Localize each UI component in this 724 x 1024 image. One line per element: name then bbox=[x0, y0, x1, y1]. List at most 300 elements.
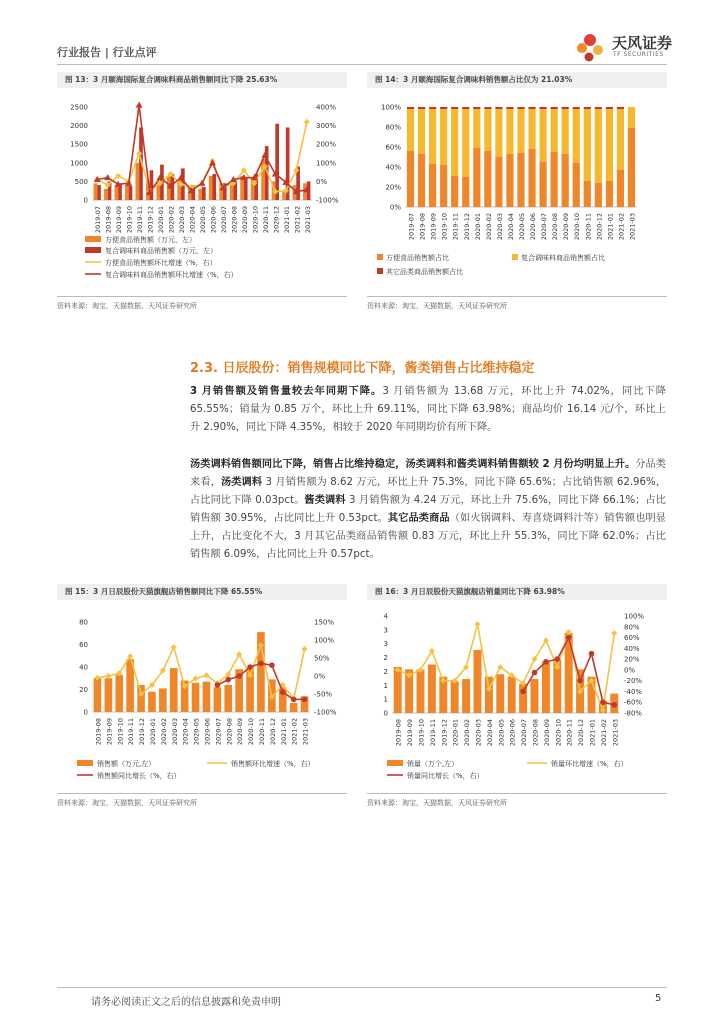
bar bbox=[202, 187, 206, 200]
legend-swatch bbox=[387, 760, 403, 766]
y-right-tick-label: 50% bbox=[314, 654, 330, 663]
y-left-tick-label: 2 bbox=[383, 654, 388, 663]
paragraph-2-text-d: （如火锅调料、寿喜烧调料汁等）销售额也明显上升，占比变化不大，3 月其它品类商品销售额 0.83 万元，环比上升 55.3%，同比下降 62.0%；占比销售额 6.09%，占比同比上升 0.57pct。 bbox=[190, 513, 666, 560]
x-tick-label: 2020-03 bbox=[474, 719, 483, 747]
x-tick-label: 2020-05 bbox=[497, 719, 506, 747]
legend-label: 销量同比增长（%，右） bbox=[407, 772, 484, 780]
legend-swatch bbox=[377, 268, 383, 274]
bar-segment bbox=[584, 181, 591, 207]
bar bbox=[417, 669, 425, 713]
bar-segment bbox=[462, 109, 469, 177]
report-type: 行业报告 | 行业点评 bbox=[57, 46, 157, 59]
bar-segment bbox=[540, 107, 547, 109]
y-left-tick-label: 2500 bbox=[70, 103, 88, 112]
x-tick-label: 2020-12 bbox=[577, 719, 586, 747]
bar-segment bbox=[606, 109, 613, 181]
x-tick-label: 2021-03 bbox=[303, 206, 312, 234]
paragraph-1 bbox=[190, 383, 666, 437]
x-tick-label: 2021-01 bbox=[606, 213, 615, 241]
paragraph-2-other: 其它品类商品 bbox=[387, 513, 450, 524]
legend-label: 销售额同比增长（%，右） bbox=[97, 772, 181, 780]
figure-16-source: 资料来源：淘宝，天猫数据，天风证券研究所 bbox=[367, 799, 507, 807]
x-tick-label: 2020-06 bbox=[203, 718, 212, 746]
bar bbox=[462, 679, 470, 713]
bar-segment bbox=[628, 128, 635, 207]
bar-segment bbox=[540, 109, 547, 162]
line-point bbox=[543, 659, 549, 665]
bar-segment bbox=[407, 109, 414, 151]
bar bbox=[137, 685, 145, 712]
bar bbox=[125, 185, 129, 200]
x-tick-label: 2020-07 bbox=[214, 718, 223, 746]
x-tick-label: 2019-07 bbox=[407, 213, 416, 241]
x-tick-label: 2019-09 bbox=[115, 206, 124, 234]
bar-segment bbox=[451, 107, 458, 109]
line-point bbox=[236, 651, 242, 657]
bar bbox=[531, 679, 539, 713]
bar bbox=[209, 176, 213, 200]
figure-15-chart bbox=[57, 604, 352, 789]
bar-segment bbox=[573, 107, 580, 109]
paragraph-2-soup: 汤类调料 bbox=[220, 477, 263, 488]
line-point bbox=[225, 677, 231, 683]
x-tick-label: 2019-10 bbox=[125, 206, 134, 234]
bar-segment bbox=[540, 162, 547, 207]
footer-divider bbox=[57, 987, 667, 988]
x-tick-label: 2020-02 bbox=[484, 213, 493, 241]
line-point bbox=[612, 702, 618, 708]
y-left-tick-label: 1 bbox=[383, 681, 388, 690]
x-tick-label: 2020-10 bbox=[573, 213, 582, 241]
line-point bbox=[555, 656, 561, 662]
bar bbox=[159, 688, 167, 712]
bar-segment bbox=[451, 176, 458, 207]
bar-segment bbox=[484, 109, 491, 151]
y-left-tick-label: 1000 bbox=[70, 159, 88, 168]
bar bbox=[150, 170, 154, 200]
line-point bbox=[269, 662, 275, 668]
bar bbox=[496, 674, 504, 713]
bar-segment bbox=[473, 107, 480, 109]
x-tick-label: 2019-12 bbox=[440, 719, 449, 747]
bar-segment bbox=[595, 183, 602, 207]
y-left-tick-label: 0 bbox=[83, 708, 88, 717]
paragraph-2-text-b: 3 月销售额为 8.62 万元，环比上升 75.3%，同比下降 65.6%；占比销售额 62.96%，占比同比下降 0.03pct。 bbox=[190, 477, 667, 506]
y-right-tick-label: -100% bbox=[316, 196, 339, 205]
y-right-tick-label: 100% bbox=[624, 612, 645, 621]
x-tick-label: 2020-08 bbox=[230, 206, 239, 234]
x-tick-label: 2020-03 bbox=[495, 213, 504, 241]
x-tick-label: 2020-10 bbox=[251, 206, 260, 234]
x-tick-label: 2020-09 bbox=[542, 719, 551, 747]
y-left-tick-label: 2000 bbox=[70, 122, 88, 131]
line-point bbox=[520, 689, 526, 695]
bar bbox=[198, 189, 202, 200]
x-tick-label: 2020-02 bbox=[463, 719, 472, 747]
y-left-tick-label: 4 bbox=[383, 612, 388, 621]
bar bbox=[244, 178, 248, 200]
paragraph-2 bbox=[190, 456, 666, 564]
x-tick-label: 2020-01 bbox=[157, 206, 166, 234]
legend-label: 复合调味料商品销售额（万元，左） bbox=[105, 247, 217, 255]
bar-segment bbox=[517, 107, 524, 109]
x-tick-label: 2020-08 bbox=[551, 213, 560, 241]
bar bbox=[508, 677, 516, 713]
x-tick-label: 2021-01 bbox=[282, 205, 291, 234]
bar-segment bbox=[451, 109, 458, 176]
bar bbox=[230, 185, 234, 200]
y-right-tick-label: 400% bbox=[316, 103, 337, 112]
bar-segment bbox=[528, 109, 535, 149]
x-tick-label: 2020-09 bbox=[236, 718, 245, 746]
bar bbox=[105, 678, 113, 712]
x-tick-label: 2020-02 bbox=[167, 206, 176, 234]
bar-segment bbox=[628, 107, 635, 128]
y-right-tick-label: 0% bbox=[316, 177, 328, 186]
bar bbox=[203, 682, 211, 712]
y-right-tick-label: 150% bbox=[314, 618, 335, 627]
bar-segment bbox=[429, 164, 436, 207]
y-right-tick-label: 0% bbox=[624, 666, 636, 675]
line-point bbox=[171, 644, 177, 650]
line-point bbox=[104, 174, 111, 180]
bar bbox=[394, 667, 402, 713]
y-left-tick-label: 40 bbox=[79, 663, 88, 672]
bar-segment bbox=[440, 165, 447, 207]
line-point bbox=[600, 699, 606, 705]
line-point bbox=[209, 159, 216, 165]
x-tick-label: 2020-11 bbox=[261, 206, 270, 234]
legend-label: 方便食品销售额环比增速（%，右） bbox=[105, 259, 217, 267]
brand-name-en: TF SECURITIES bbox=[613, 51, 664, 58]
x-tick-label: 2020-12 bbox=[595, 212, 604, 241]
x-tick-label: 2020-10 bbox=[247, 718, 256, 746]
bar-segment bbox=[429, 109, 436, 164]
line-point bbox=[611, 630, 617, 636]
figure-16-divider bbox=[367, 793, 667, 794]
bar-segment bbox=[407, 107, 414, 109]
line-point bbox=[304, 119, 310, 125]
bar-segment bbox=[506, 107, 513, 109]
y-right-tick-label: -50% bbox=[314, 690, 333, 699]
y-right-tick-label: 20% bbox=[624, 655, 640, 664]
header-divider bbox=[57, 64, 667, 65]
paragraph-2-text-c: 3 月销售额为 4.24 万元，环比上升 75.6%，同比下降 66.1%；占比销售额 30.95%，占比同比上升 0.53pct。 bbox=[190, 495, 666, 524]
bar bbox=[148, 692, 156, 712]
x-tick-label: 2019-08 bbox=[418, 213, 427, 241]
x-tick-label: 2021-02 bbox=[617, 213, 626, 241]
bar-segment bbox=[551, 109, 558, 152]
x-tick-label: 2020-01 bbox=[451, 719, 460, 747]
bar-segment bbox=[473, 148, 480, 207]
legend-label: 销售额（万元,左） bbox=[97, 760, 156, 768]
bar bbox=[129, 186, 133, 200]
y-left-tick-label: 1 bbox=[383, 695, 388, 704]
bar-segment bbox=[562, 154, 569, 207]
x-tick-label: 2019-10 bbox=[417, 719, 426, 747]
bar bbox=[170, 668, 178, 712]
x-tick-label: 2020-06 bbox=[529, 213, 538, 241]
bar bbox=[212, 174, 216, 200]
x-tick-label: 2019-11 bbox=[451, 213, 460, 241]
figure-14-chart bbox=[367, 92, 667, 292]
legend-label: 方便食品销售额占比 bbox=[386, 254, 449, 262]
bar-segment bbox=[562, 107, 569, 109]
x-tick-label: 2020-07 bbox=[219, 206, 228, 234]
bar-segment bbox=[440, 109, 447, 165]
x-tick-label: 2020-04 bbox=[188, 206, 197, 234]
bar-segment bbox=[617, 170, 624, 207]
legend-label: 复合调味料商品销售额环比增速（%，右） bbox=[105, 271, 238, 279]
bar-segment bbox=[506, 154, 513, 207]
x-tick-label: 2020-07 bbox=[520, 719, 529, 747]
paragraph-2-sauce: 酱类调料 bbox=[304, 495, 346, 506]
x-tick-label: 2021-03 bbox=[611, 719, 620, 747]
x-tick-label: 2019-11 bbox=[136, 206, 145, 234]
y-left-tick-label: 2 bbox=[383, 667, 388, 676]
bar-segment bbox=[606, 181, 613, 207]
x-tick-label: 2021-01 bbox=[279, 718, 288, 746]
y-right-tick-label: 300% bbox=[316, 122, 337, 131]
x-tick-label: 2020-03 bbox=[178, 206, 187, 234]
x-tick-label: 2021-02 bbox=[290, 718, 299, 746]
bar bbox=[474, 650, 482, 713]
x-tick-label: 2020-02 bbox=[159, 718, 168, 746]
legend-label: 销售额环比增速（%，右） bbox=[231, 760, 315, 768]
x-tick-label: 2019-08 bbox=[94, 718, 103, 746]
bar bbox=[542, 662, 550, 713]
figure-13-source: 资料来源：淘宝，天猫数据，天风证券研究所 bbox=[57, 302, 197, 310]
bar bbox=[192, 683, 200, 712]
bar bbox=[94, 183, 98, 200]
bar bbox=[214, 687, 222, 712]
x-tick-label: 2020-07 bbox=[540, 213, 549, 241]
x-tick-label: 2020-06 bbox=[209, 206, 218, 234]
y-tick-label: 80% bbox=[385, 123, 401, 132]
figure-13-title: 图 13：3 月颐海国际复合调味料商品销售额同比下降 25.63% bbox=[57, 72, 347, 88]
y-left-tick-label: 500 bbox=[74, 177, 88, 186]
line-point bbox=[291, 697, 297, 703]
bar bbox=[224, 685, 232, 712]
bar-segment bbox=[440, 107, 447, 109]
x-tick-label: 2020-11 bbox=[565, 719, 574, 747]
x-tick-label: 2019-12 bbox=[138, 718, 147, 746]
line-point bbox=[475, 621, 481, 627]
x-tick-label: 2019-11 bbox=[127, 718, 136, 746]
x-tick-label: 2021-02 bbox=[293, 205, 302, 234]
line-point bbox=[532, 670, 538, 676]
y-right-tick-label: -60% bbox=[624, 698, 643, 707]
x-tick-label: 2020-04 bbox=[181, 718, 190, 746]
x-tick-label: 2020-06 bbox=[508, 719, 517, 747]
line-point bbox=[280, 689, 286, 695]
x-tick-label: 2019-09 bbox=[429, 213, 438, 241]
legend-label: 方便食品销售额（万元，左） bbox=[105, 236, 196, 244]
x-tick-label: 2020-12 bbox=[268, 718, 277, 746]
bar-segment bbox=[418, 154, 425, 207]
x-tick-label: 2020-11 bbox=[257, 718, 266, 746]
line-point bbox=[577, 678, 583, 684]
paragraph-2-lead: 汤类调料销售额同比下降，销售占比维持稳定，汤类调料和酱类调料销售额较 2 月份均明显上升。 bbox=[190, 459, 636, 470]
x-tick-label: 2019-07 bbox=[94, 206, 103, 234]
bar-segment bbox=[418, 109, 425, 154]
figure-13-divider bbox=[57, 296, 347, 297]
bar-segment bbox=[473, 109, 480, 148]
y-left-tick-label: 80 bbox=[79, 618, 88, 627]
line-point bbox=[215, 682, 221, 688]
bar bbox=[115, 675, 123, 712]
x-tick-label: 2019-09 bbox=[105, 718, 114, 746]
footer-disclaimer: 请务必阅读正文之后的信息披露和免责申明 bbox=[91, 997, 281, 1008]
y-right-tick-label: 0% bbox=[314, 672, 326, 681]
y-right-tick-label: -80% bbox=[624, 709, 643, 718]
y-tick-label: 40% bbox=[385, 163, 401, 172]
bar-segment bbox=[484, 151, 491, 207]
y-tick-label: 60% bbox=[385, 143, 401, 152]
page-number: 5 bbox=[655, 993, 662, 1004]
section-title: 2.3. 日辰股份：销售规模同比下降，酱类销售占比维持稳定 bbox=[190, 361, 535, 376]
y-left-tick-label: 1500 bbox=[70, 140, 88, 149]
bar-segment bbox=[517, 153, 524, 207]
bar-segment bbox=[418, 107, 425, 109]
x-tick-label: 2020-01 bbox=[473, 213, 482, 241]
x-tick-label: 2019-12 bbox=[146, 206, 155, 234]
y-tick-label: 0% bbox=[389, 203, 401, 212]
y-left-tick-label: 3 bbox=[383, 640, 388, 649]
bar bbox=[94, 678, 102, 712]
paragraph-2-text-a: 分品类来看， bbox=[190, 459, 666, 488]
x-tick-label: 2019-12 bbox=[462, 213, 471, 241]
x-tick-label: 2021-03 bbox=[628, 213, 637, 241]
bar-segment bbox=[595, 109, 602, 183]
y-right-tick-label: -20% bbox=[624, 677, 643, 686]
x-tick-label: 2019-08 bbox=[394, 719, 403, 747]
y-right-tick-label: 40% bbox=[624, 644, 640, 653]
bar bbox=[290, 703, 298, 712]
bar bbox=[97, 185, 101, 200]
paragraph-1-lead: 3 月销售额及销售量较去年同期下降。 bbox=[190, 386, 383, 397]
bar-segment bbox=[528, 107, 535, 109]
line-point bbox=[258, 661, 264, 667]
bar-segment bbox=[517, 109, 524, 153]
figure-16-title: 图 16：3 月日辰股份天猫旗舰店销量同比下降 63.98% bbox=[367, 584, 667, 600]
y-right-tick-label: -40% bbox=[624, 687, 643, 696]
bar-segment bbox=[573, 163, 580, 207]
x-tick-label: 2020-04 bbox=[506, 213, 515, 241]
bar-segment bbox=[407, 151, 414, 207]
legend-label: 销量环比增速（%，右） bbox=[551, 760, 628, 768]
y-right-tick-label: 100% bbox=[316, 159, 337, 168]
bar bbox=[428, 665, 436, 714]
bar-segment bbox=[573, 109, 580, 163]
bar-segment bbox=[495, 157, 502, 207]
line-point bbox=[302, 646, 308, 652]
x-tick-label: 2020-05 bbox=[192, 718, 201, 746]
x-tick-label: 2020-08 bbox=[531, 719, 540, 747]
y-left-tick-label: 3 bbox=[383, 626, 388, 635]
bar bbox=[118, 184, 122, 200]
bar-segment bbox=[584, 107, 591, 109]
line-point bbox=[566, 635, 572, 641]
paragraph-1-body: 3 月销售额为 13.68 万元，环比上升 74.02%，同比下降 65.55%；销量为 0.85 万个，环比上升 69.11%，同比下降 63.98%；商品均价 16.14 元/个，环比上升 2.90%，同比下降 4.35%，相较于 2020 年同期均价有所下降。 bbox=[190, 386, 666, 433]
x-tick-label: 2020-09 bbox=[562, 213, 571, 241]
y-right-tick-label: 60% bbox=[624, 634, 640, 643]
legend-label: 销量（万个,左） bbox=[407, 760, 459, 768]
figure-14-source: 资料来源：淘宝，天猫数据，天风证券研究所 bbox=[367, 302, 507, 310]
figure-14-divider bbox=[367, 296, 667, 297]
figure-15-source: 资料来源：淘宝，天猫数据，天风证券研究所 bbox=[57, 799, 197, 807]
logo-flower-icon bbox=[577, 34, 603, 62]
y-right-tick-label: 100% bbox=[314, 636, 335, 645]
x-tick-label: 2019-10 bbox=[440, 213, 449, 241]
y-right-tick-label: -100% bbox=[314, 708, 337, 717]
x-tick-label: 2020-05 bbox=[518, 213, 526, 241]
legend-swatch bbox=[85, 236, 101, 242]
x-tick-label: 2019-08 bbox=[104, 206, 113, 234]
bar-segment bbox=[584, 109, 591, 181]
x-tick-label: 2020-05 bbox=[199, 206, 207, 234]
x-tick-label: 2020-03 bbox=[170, 718, 179, 746]
bar bbox=[135, 163, 139, 200]
line-point bbox=[589, 651, 595, 657]
x-tick-label: 2020-01 bbox=[148, 718, 157, 746]
x-tick-label: 2020-09 bbox=[240, 206, 249, 234]
bar-segment bbox=[462, 177, 469, 207]
x-tick-label: 2021-03 bbox=[301, 718, 310, 746]
y-tick-label: 100% bbox=[380, 103, 401, 112]
bar bbox=[104, 189, 108, 200]
line-point bbox=[247, 664, 253, 670]
legend-swatch bbox=[512, 254, 518, 260]
x-tick-label: 2021-02 bbox=[599, 719, 608, 747]
line-point bbox=[302, 697, 308, 703]
y-left-tick-label: 60 bbox=[79, 641, 88, 649]
bar-segment bbox=[617, 107, 624, 109]
y-tick-label: 20% bbox=[385, 183, 401, 192]
y-right-tick-label: 80% bbox=[624, 623, 640, 632]
bar-segment bbox=[528, 149, 535, 207]
bar bbox=[451, 681, 459, 713]
x-tick-label: 2020-08 bbox=[225, 718, 234, 746]
bar-segment bbox=[595, 107, 602, 109]
bar-segment bbox=[551, 107, 558, 109]
bar-segment bbox=[429, 107, 436, 109]
bar-segment bbox=[495, 107, 502, 109]
y-left-tick-label: 20 bbox=[79, 686, 88, 694]
x-tick-label: 2021-01 bbox=[588, 719, 597, 747]
legend-swatch bbox=[77, 760, 93, 766]
x-tick-label: 2020-11 bbox=[584, 213, 593, 241]
bar-segment bbox=[606, 107, 613, 109]
x-tick-label: 2019-10 bbox=[116, 718, 125, 746]
legend-label: 其它品类商品销售额占比 bbox=[386, 268, 463, 276]
brand-name: 天风证券 bbox=[612, 34, 673, 52]
bar-segment bbox=[617, 109, 624, 170]
legend-label: 复合调味料商品销售额占比 bbox=[521, 254, 605, 262]
x-tick-label: 2019-11 bbox=[428, 719, 437, 747]
line-point bbox=[136, 102, 143, 108]
bar-segment bbox=[462, 107, 469, 109]
y-left-tick-label: 0 bbox=[83, 196, 88, 205]
x-tick-label: 2020-10 bbox=[554, 719, 563, 747]
x-tick-label: 2019-09 bbox=[406, 719, 415, 747]
figure-14-title: 图 14：3 月颐海国际复合调味料销售额占比仅为 21.03% bbox=[367, 72, 667, 88]
bar-segment bbox=[495, 109, 502, 157]
figure-13-chart bbox=[57, 92, 352, 292]
y-right-tick-label: 200% bbox=[316, 140, 337, 149]
y-left-tick-label: 0 bbox=[383, 709, 388, 718]
bar-segment bbox=[484, 107, 491, 109]
